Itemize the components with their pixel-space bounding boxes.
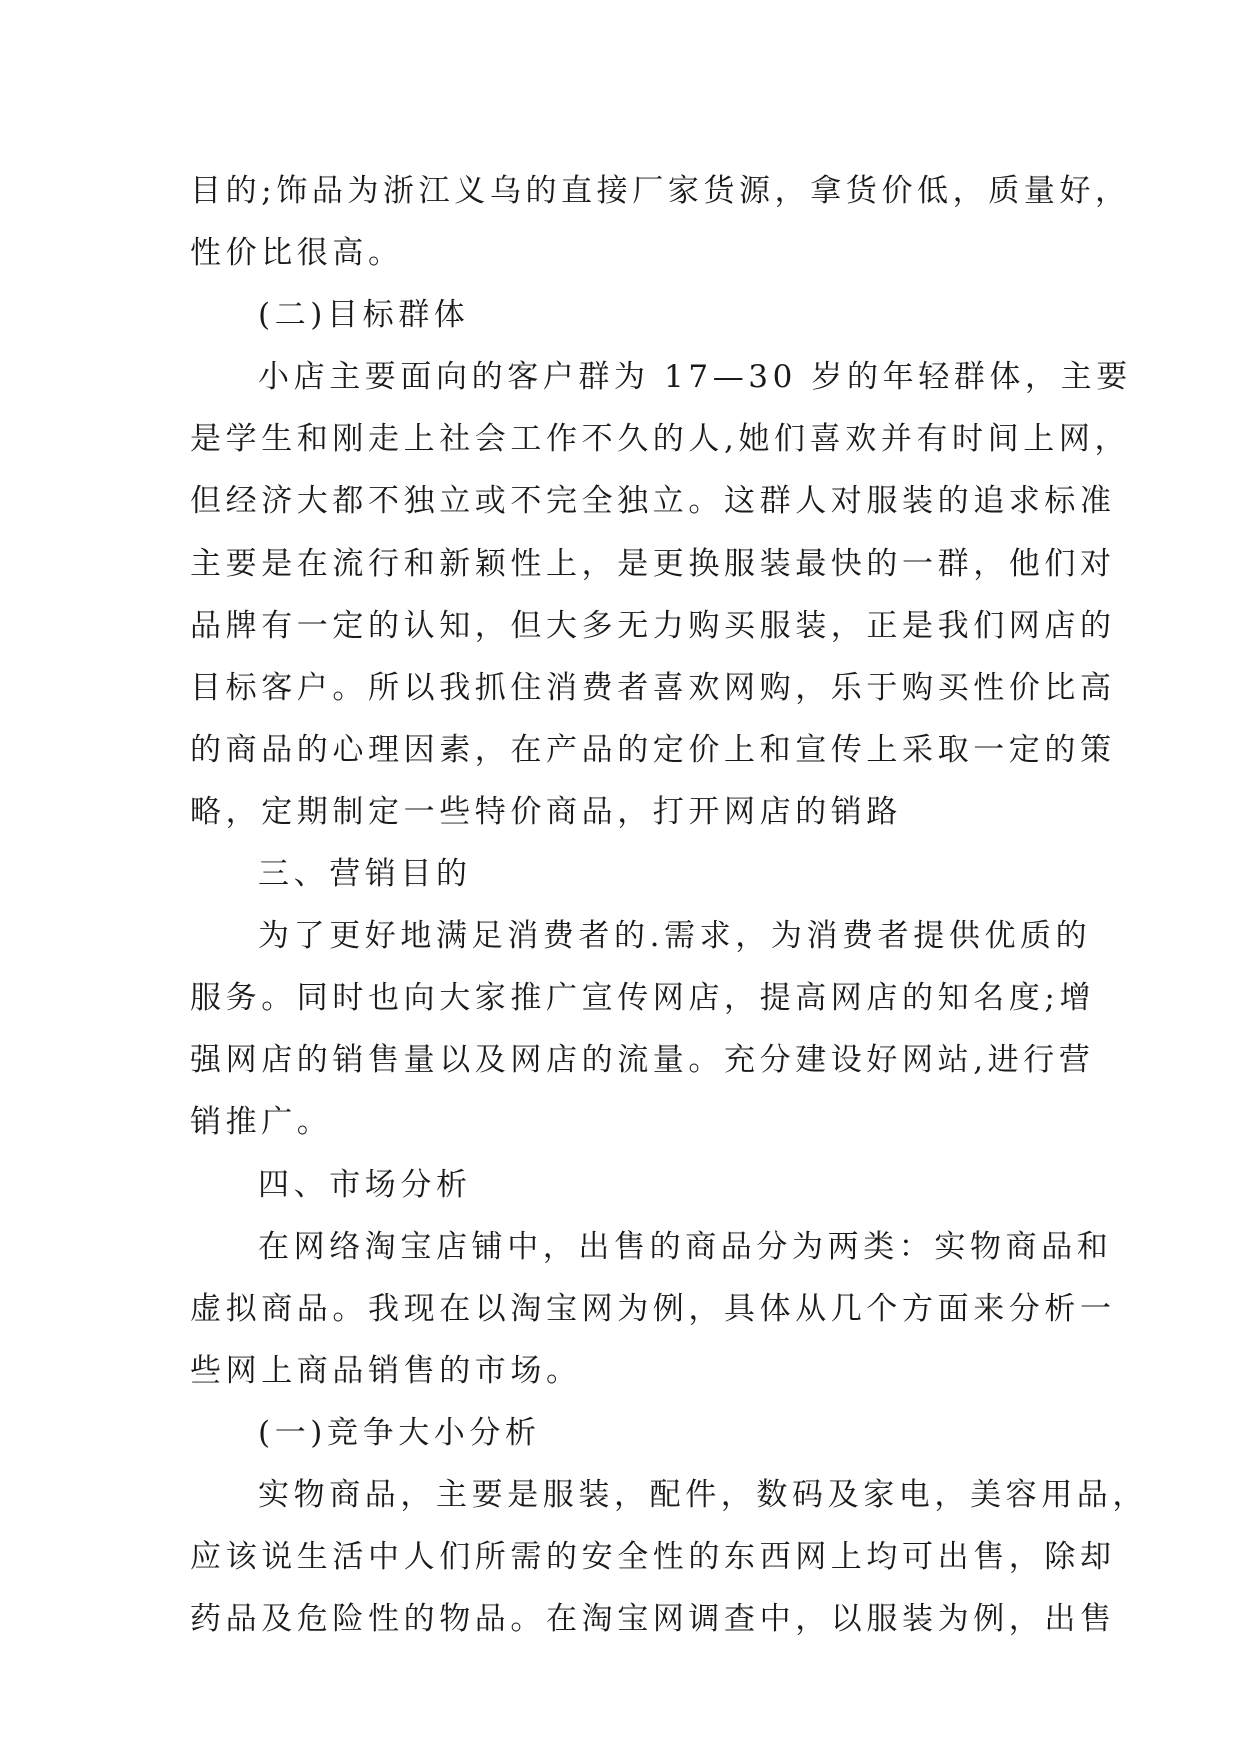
document-body: [190, 160, 1148, 1650]
text-line-5: 是学生和刚走上社会工作不久的人,她们喜欢并有时间上网，: [190, 421, 1131, 458]
paragraph-start-competition: 实物商品，主要是服装，配件，数码及家电，美容用品，: [258, 1476, 1148, 1513]
text-line-20: 些网上商品销售的市场。: [190, 1352, 582, 1389]
text-line-2: 性价比很高。: [190, 235, 404, 272]
text-line-15: 强网店的销售量以及网店的流量。充分建设好网站,进行营: [190, 1042, 1095, 1079]
section-heading-market-analysis: 四、市场分析: [258, 1166, 472, 1203]
text-line-6: 但经济大都不独立或不完全独立。这群人对服装的追求标准: [190, 483, 1116, 520]
text-line-16: 销推广。: [190, 1104, 333, 1141]
text-line-14: 服务。同时也向大家推广宣传网店，提高网店的知名度;增: [190, 980, 1096, 1017]
text-line-11: 略，定期制定一些特价商品，打开网店的销路: [190, 793, 902, 830]
text-line-24: 药品及危险性的物品。在淘宝网调查中，以服装为例，出售: [190, 1601, 1116, 1638]
text-line-23: 应该说生活中人们所需的安全性的东西网上均可出售，除却: [190, 1539, 1116, 1576]
paragraph-start-marketing-goal: 为了更好地满足消费者的.需求，为消费者提供优质的: [258, 918, 1092, 955]
section-heading-competition: (一)竞争大小分析: [258, 1414, 541, 1451]
text-line-19: 虚拟商品。我现在以淘宝网为例，具体从几个方面来分析一: [190, 1290, 1116, 1327]
text-line-1: 目的;饰品为浙江义乌的直接厂家货源，拿货价低，质量好，: [190, 173, 1131, 209]
section-heading-target-group: (二)目标群体: [258, 297, 470, 334]
paragraph-start-target-group: 小店主要面向的客户群为 17—30 岁的年轻群体，主要: [258, 359, 1132, 396]
text-line-8: 品牌有一定的认知，但大多无力购买服装，正是我们网店的: [190, 607, 1116, 644]
paragraph-start-market-analysis: 在网络淘宝店铺中，出售的商品分为两类：实物商品和: [258, 1228, 1113, 1265]
text-line-10: 的商品的心理因素，在产品的定价上和宣传上采取一定的策: [190, 731, 1116, 768]
text-line-9: 目标客户。所以我抓住消费者喜欢网购，乐于购买性价比高: [190, 669, 1116, 706]
text-line-7: 主要是在流行和新颖性上，是更换服装最快的一群，他们对: [190, 545, 1116, 582]
section-heading-marketing-goal: 三、营销目的: [258, 856, 472, 893]
